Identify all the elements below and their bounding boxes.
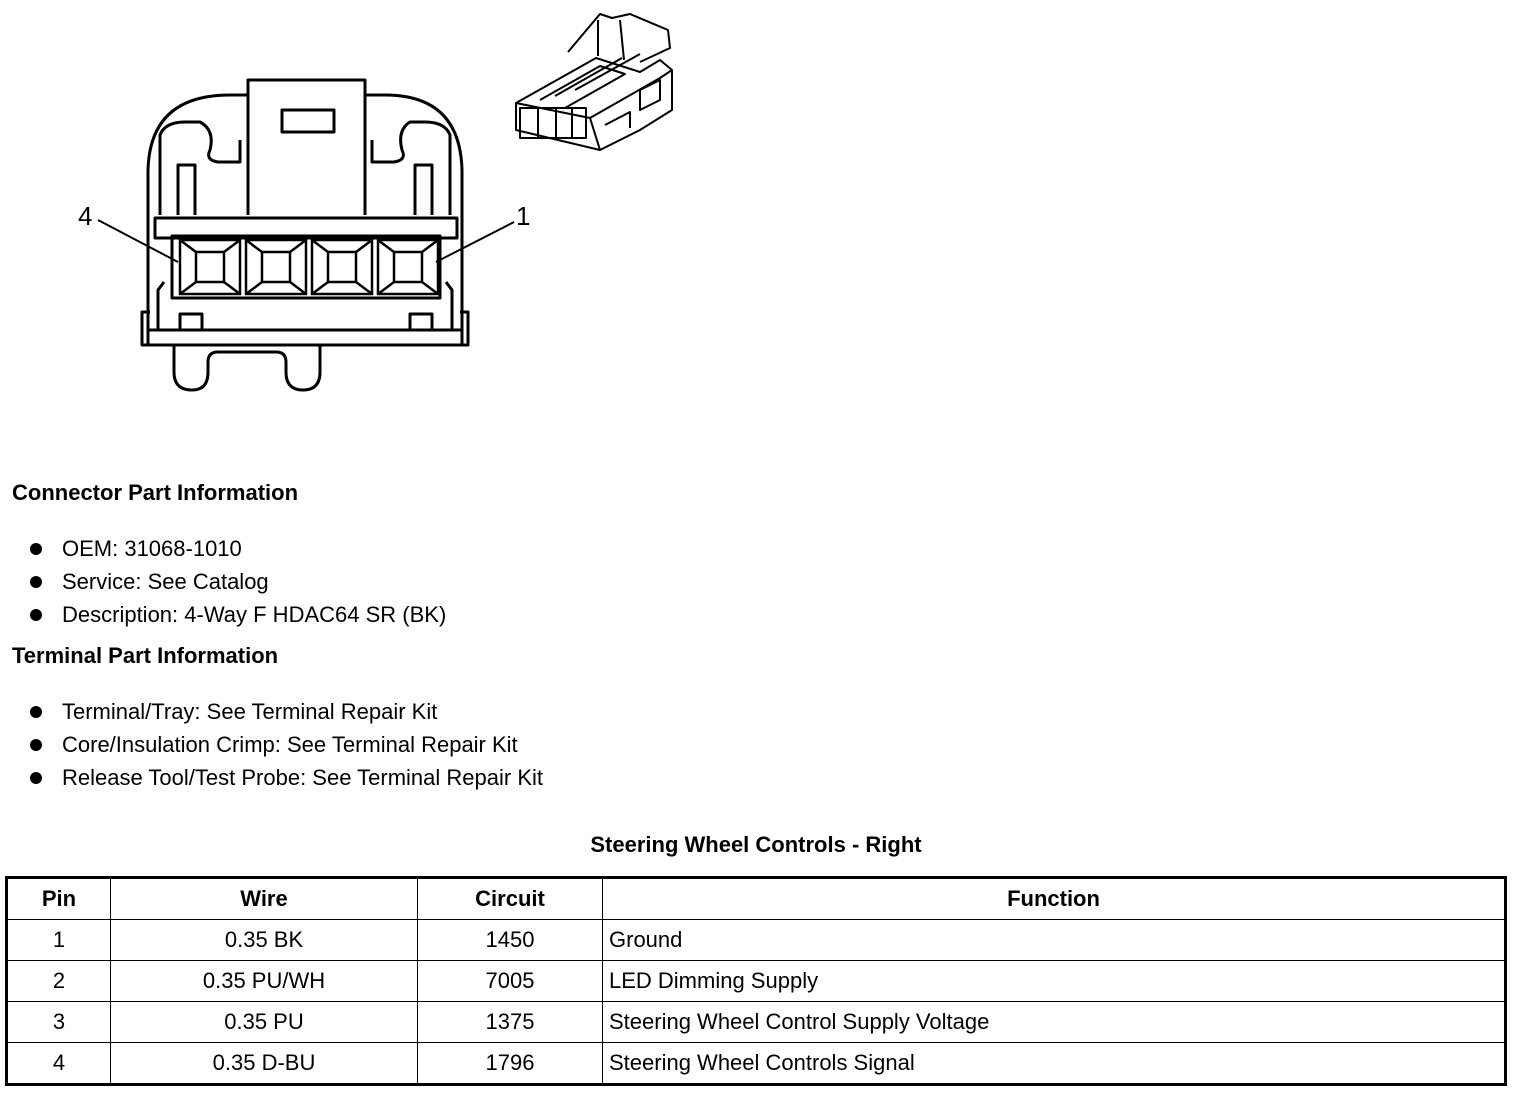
list-item: Description: 4-Way F HDAC64 SR (BK) — [30, 598, 446, 631]
header-function: Function — [603, 878, 1506, 920]
cavity-4 — [180, 240, 240, 294]
list-item: Release Tool/Test Probe: See Terminal Repair Kit — [30, 761, 543, 794]
terminal-cavities — [180, 240, 438, 294]
cell-pin: 3 — [7, 1002, 111, 1043]
cell-function: Steering Wheel Controls Signal — [603, 1043, 1506, 1085]
table-title: Steering Wheel Controls - Right — [590, 832, 922, 857]
cell-function: LED Dimming Supply — [603, 961, 1506, 1002]
cell-function: Ground — [603, 920, 1506, 961]
bullet-icon — [30, 706, 42, 718]
header-circuit: Circuit — [418, 878, 603, 920]
bullet-icon — [30, 739, 42, 751]
connector-diagram — [0, 0, 700, 400]
table-header-row — [7, 878, 1506, 920]
bullet-icon — [30, 543, 42, 555]
cavity-2 — [312, 240, 372, 294]
bullet-icon — [30, 772, 42, 784]
cell-circuit: 1375 — [418, 1002, 603, 1043]
header-pin: Pin — [7, 878, 111, 920]
bullet-icon — [30, 609, 42, 621]
pin-4-leader — [98, 220, 178, 262]
table-row — [7, 920, 1506, 961]
list-item: Terminal/Tray: See Terminal Repair Kit — [30, 695, 543, 728]
header-wire: Wire — [111, 878, 418, 920]
terminal-part-info-heading: Terminal Part Information — [12, 643, 279, 668]
pin-label-1: 1 — [516, 201, 531, 231]
cavity-1 — [378, 240, 438, 294]
connector-isometric-view — [516, 14, 672, 150]
cell-pin: 4 — [7, 1043, 111, 1085]
connector-info-list — [30, 532, 446, 631]
cell-wire: 0.35 PU — [111, 1002, 418, 1043]
terminal-info-list — [30, 695, 543, 794]
list-item: Service: See Catalog — [30, 565, 446, 598]
bullet-icon — [30, 576, 42, 588]
cell-circuit: 1796 — [418, 1043, 603, 1085]
cell-function: Steering Wheel Control Supply Voltage — [603, 1002, 1506, 1043]
table-row — [7, 1043, 1506, 1085]
cell-circuit: 7005 — [418, 961, 603, 1002]
cavity-3 — [246, 240, 306, 294]
cell-pin: 1 — [7, 920, 111, 961]
cell-wire: 0.35 BK — [111, 920, 418, 961]
cell-wire: 0.35 PU/WH — [111, 961, 418, 1002]
table-row — [7, 1002, 1506, 1043]
pin-1-leader — [436, 222, 514, 262]
connector-part-info-heading: Connector Part Information — [12, 480, 299, 505]
pin-label-4: 4 — [78, 201, 93, 231]
table-row — [7, 961, 1506, 1002]
list-item: Core/Insulation Crimp: See Terminal Repair Kit — [30, 728, 543, 761]
cell-circuit: 1450 — [418, 920, 603, 961]
connector-face-view — [142, 80, 468, 390]
cell-wire: 0.35 D-BU — [111, 1043, 418, 1085]
cell-pin: 2 — [7, 961, 111, 1002]
list-item: OEM: 31068-1010 — [30, 532, 446, 565]
pinout-table — [5, 876, 1507, 1086]
